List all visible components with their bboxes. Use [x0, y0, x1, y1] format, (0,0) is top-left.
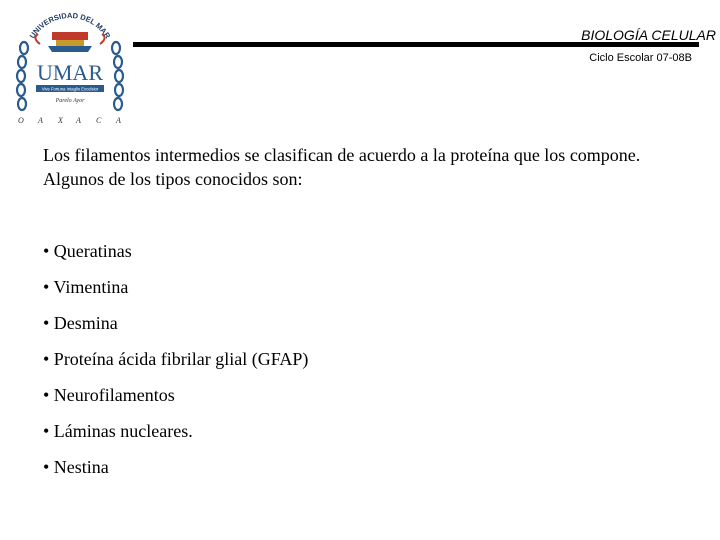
logo-state-letters	[18, 116, 121, 125]
logo-motto: Vive Fortuna Intaglio Excelsior	[41, 86, 99, 92]
svg-text:C: C	[96, 116, 102, 125]
course-title: BIOLOGÍA CELULAR	[581, 27, 716, 43]
list-item: • Queratinas	[43, 241, 132, 261]
school-cycle: Ciclo Escolar 07-08B	[589, 52, 692, 64]
svg-text:A: A	[38, 116, 43, 125]
svg-text:A: A	[76, 116, 81, 125]
svg-text:A: A	[116, 116, 121, 125]
list-item: • Vimentina	[43, 277, 129, 297]
list-item: • Nestina	[43, 457, 109, 477]
filament-type-list	[43, 238, 308, 490]
intro-paragraph: Los filamentos intermedios se clasifican de acuerdo a la proteína que los compone. Algunos de los tipos conocidos son:	[43, 145, 641, 189]
logo-top-text: UNIVERSIDAD DEL MAR	[27, 10, 113, 41]
list-item: • Desmina	[43, 313, 118, 333]
list-item: • Láminas nucleares.	[43, 421, 193, 441]
list-item: • Proteína ácida fibrilar glial (GFAP)	[43, 349, 309, 369]
logo-crest	[35, 32, 104, 52]
svg-text:O: O	[18, 116, 24, 125]
list-item: • Neurofilamentos	[43, 385, 175, 405]
svg-text:X: X	[58, 116, 63, 125]
logo-initials: UMAR	[36, 60, 104, 85]
university-logo	[10, 8, 130, 126]
logo-signature: Parelo Ayor	[55, 98, 85, 104]
